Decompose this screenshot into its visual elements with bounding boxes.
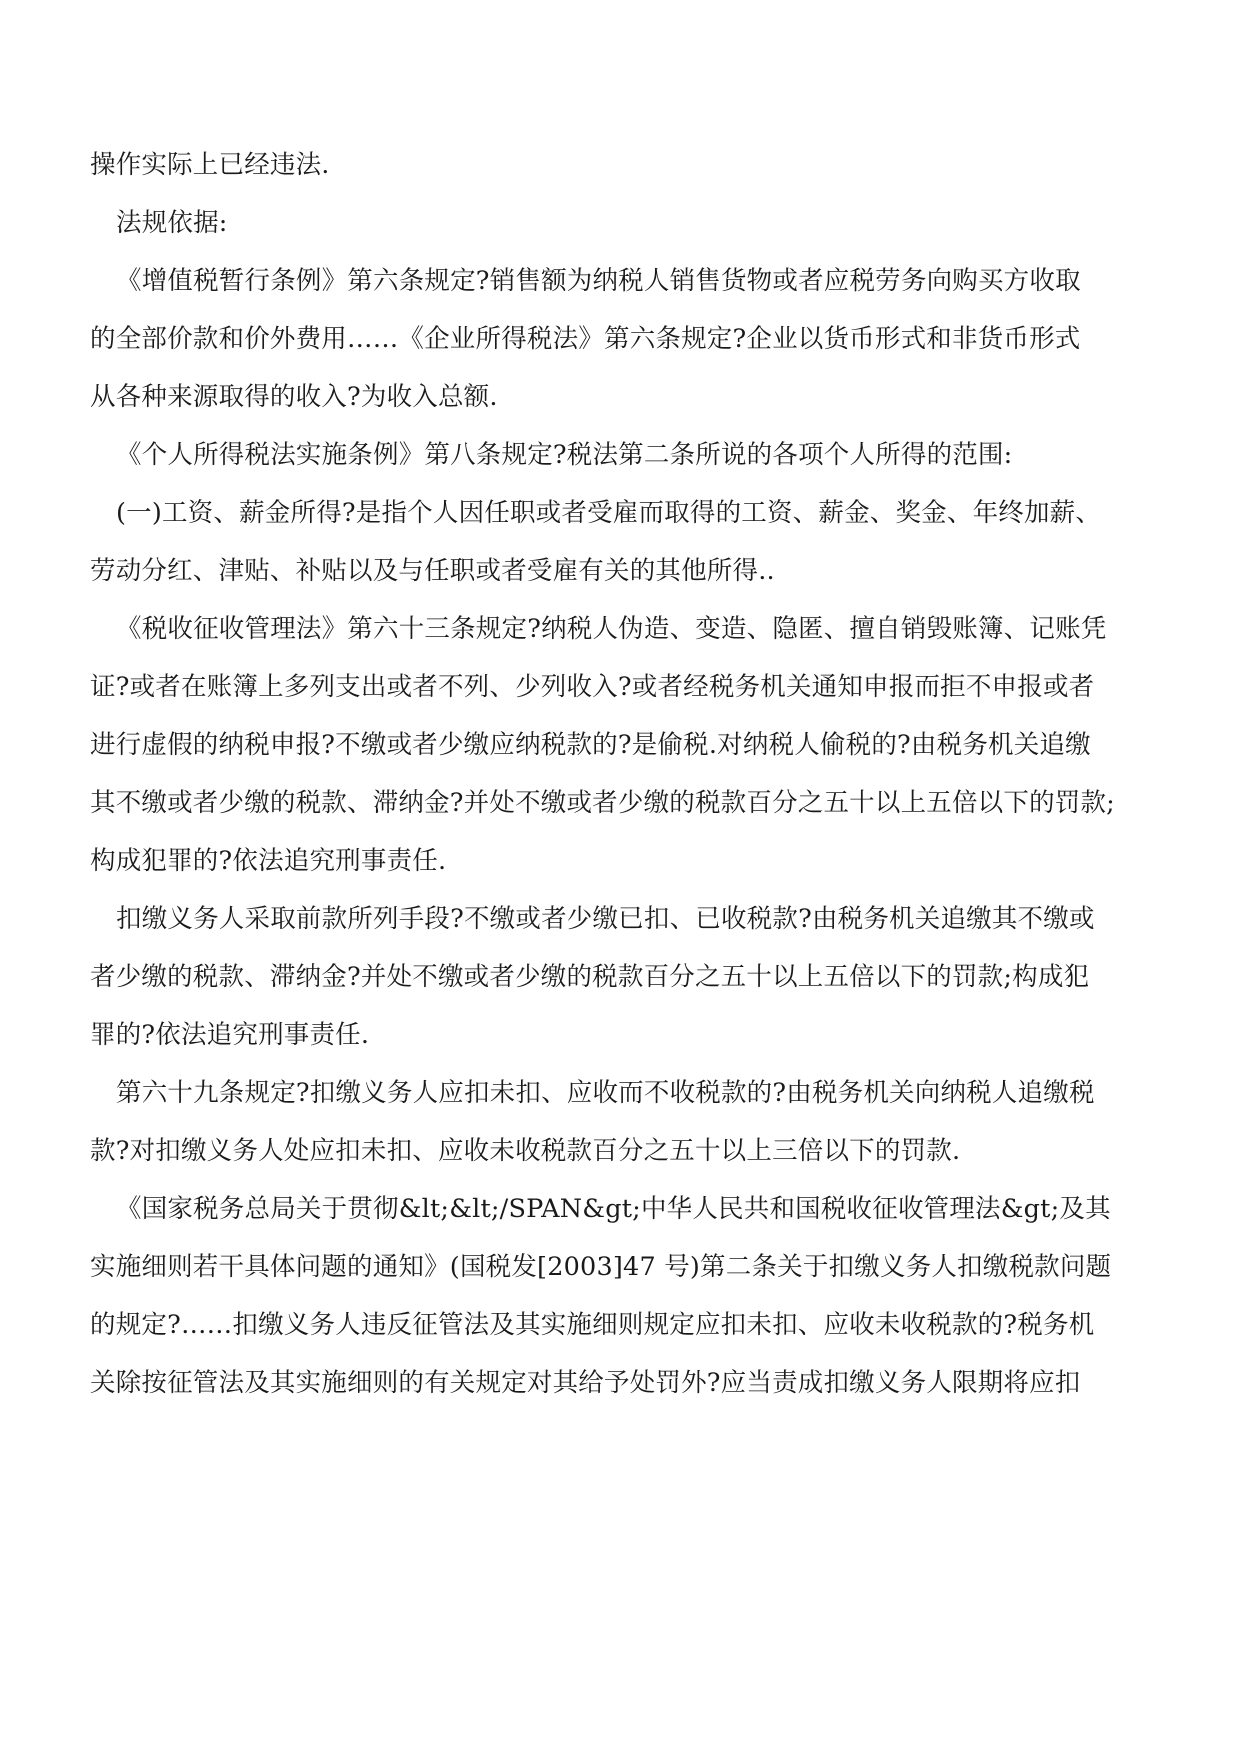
text-line: 从各种来源取得的收入?为收入总额. bbox=[90, 382, 498, 412]
text-line: 关除按征管法及其实施细则的有关规定对其给予处罚外?应当责成扣缴义务人限期将应扣 bbox=[90, 1368, 1081, 1398]
text-line: 者少缴的税款、滞纳金?并处不缴或者少缴的税款百分之五十以上五倍以下的罚款;构成犯 bbox=[90, 962, 1090, 992]
text-line: 《个人所得税法实施条例》第八条规定?税法第二条所说的各项个人所得的范围: bbox=[116, 440, 1013, 470]
text-line: 款?对扣缴义务人处应扣未扣、应收未收税款百分之五十以上三倍以下的罚款. bbox=[90, 1136, 961, 1166]
section-heading: 法规依据: bbox=[116, 208, 228, 238]
text-line: 操作实际上已经违法. bbox=[90, 150, 330, 180]
text-line: 的全部价款和价外费用……《企业所得税法》第六条规定?企业以货币形式和非货币形式 bbox=[90, 324, 1081, 354]
text-line: 《税收征收管理法》第六十三条规定?纳税人伪造、变造、隐匿、擅自销毁账簿、记账凭 bbox=[116, 614, 1107, 644]
text-line: 劳动分红、津贴、补贴以及与任职或者受雇有关的其他所得.. bbox=[90, 556, 775, 586]
text-line: 《增值税暂行条例》第六条规定?销售额为纳税人销售货物或者应税劳务向购买方收取 bbox=[116, 266, 1081, 296]
text-line: 证?或者在账簿上多列支出或者不列、少列收入?或者经税务机关通知申报而拒不申报或者 bbox=[90, 672, 1095, 702]
text-line: 的规定?……扣缴义务人违反征管法及其实施细则规定应扣未扣、应收未收税款的?税务机 bbox=[90, 1310, 1095, 1340]
text-line: 第六十九条规定?扣缴义务人应扣未扣、应收而不收税款的?由税务机关向纳税人追缴税 bbox=[116, 1078, 1095, 1108]
text-line: (一)工资、薪金所得?是指个人因任职或者受雇而取得的工资、薪金、奖金、年终加薪、 bbox=[116, 498, 1102, 528]
text-line: 《国家税务总局关于贯彻&lt;&lt;/SPAN&gt;中华人民共和国税收征收管理法&gt;及其 bbox=[116, 1194, 1111, 1224]
text-line: 罪的?依法追究刑事责任. bbox=[90, 1020, 370, 1050]
text-line: 扣缴义务人采取前款所列手段?不缴或者少缴已扣、已收税款?由税务机关追缴其不缴或 bbox=[116, 904, 1095, 934]
text-line: 其不缴或者少缴的税款、滞纳金?并处不缴或者少缴的税款百分之五十以上五倍以下的罚款; bbox=[90, 788, 1115, 818]
text-line: 构成犯罪的?依法追究刑事责任. bbox=[90, 846, 447, 876]
text-line: 实施细则若干具体问题的通知》(国税发[2003]47 号)第二条关于扣缴义务人扣缴税款问题 bbox=[90, 1252, 1112, 1282]
text-line: 进行虚假的纳税申报?不缴或者少缴应纳税款的?是偷税.对纳税人偷税的?由税务机关追缴 bbox=[90, 730, 1091, 760]
